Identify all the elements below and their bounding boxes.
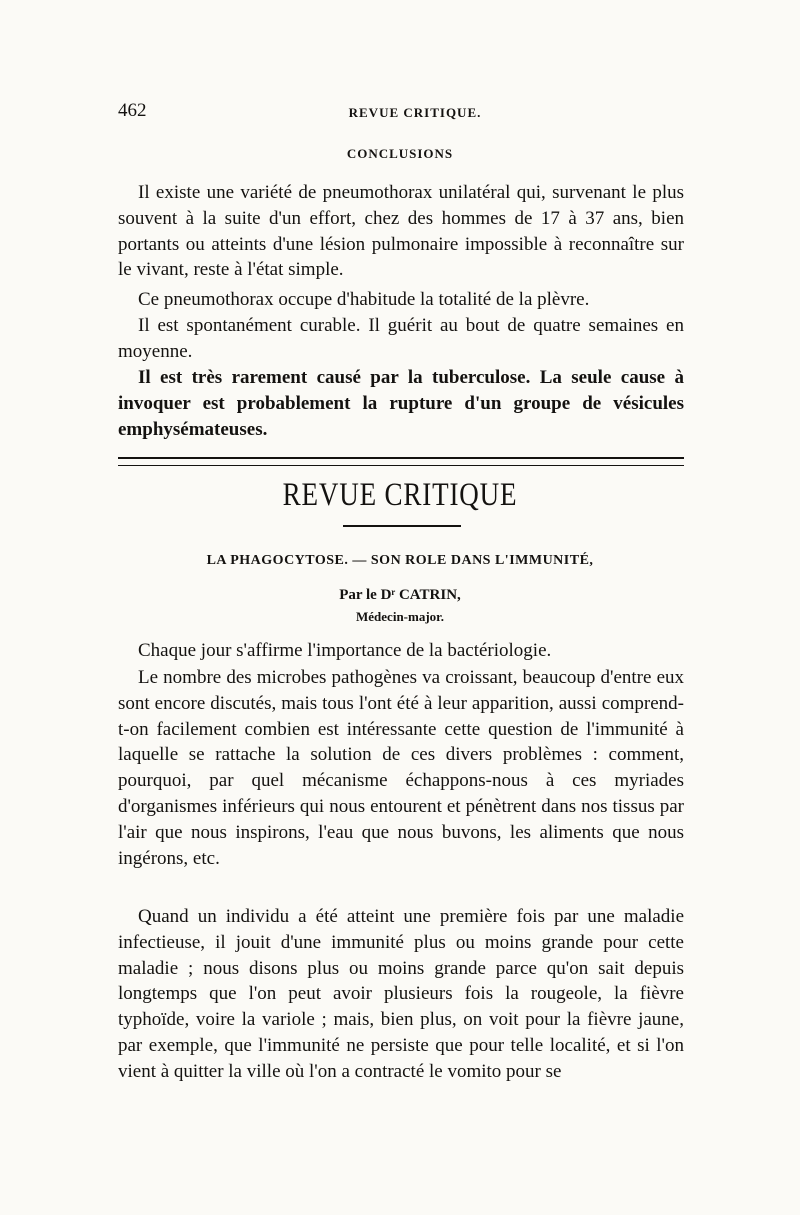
running-head: REVUE CRITIQUE. bbox=[348, 105, 482, 120]
conclusions-paragraph: Il est spontanément curable. Il guérit au bout de quatre semaines en moyenne. bbox=[118, 315, 684, 362]
conclusions-paragraph: Il existe une variété de pneumothorax unilatéral qui, survenant le plus souvent à la suite d'un effort, chez des hommes de 17 à 37 ans, bien portants ou atteints d'une lésion pulmonaire impossible à reconnaître sur le vivant, reste à l'état simple. bbox=[118, 182, 684, 281]
title-underline bbox=[343, 525, 461, 527]
body-paragraph: Le nombre des microbes pathogènes va croissant, beaucoup d'entre eux sont encore discutés, mais tous l'ont été à leur apparition, aussi comprend-t-on facilement combien est intéressante cette question de l'immunité à laquelle se rattache la solution de ces divers problèmes : comment, pourquoi, par quel mécanisme échappons-nous à ces myriades d'organismes inférieurs qui nous entourent et pénètrent dans nos tissus par l'air que nous inspirons, l'eau que nous buvons, les aliments que nous ingérons, etc. bbox=[118, 667, 684, 869]
conclusions-paragraph: Ce pneumothorax occupe d'habitude la totalité de la plèvre. bbox=[138, 289, 590, 310]
article-author: Par le Dʳ CATRIN, bbox=[339, 587, 461, 603]
body-paragraph: Chaque jour s'affirme l'importance de la bactériologie. bbox=[138, 640, 552, 661]
page-number: 462 bbox=[118, 100, 147, 121]
conclusions-paragraph: Il est très rarement causé par la tuberculose. La seule cause à invoquer est probablement la rupture d'un groupe de vésicules emphysémateuses. bbox=[118, 367, 684, 440]
article-title: REVUE CRITIQUE bbox=[282, 477, 518, 513]
conclusions-heading: CONCLUSIONS bbox=[346, 146, 454, 161]
page-header bbox=[118, 100, 682, 128]
article-subtitle: LA PHAGOCYTOSE. — SON ROLE DANS L'IMMUNITÉ, bbox=[206, 553, 594, 568]
author-role: Médecin-major. bbox=[356, 609, 444, 624]
section-divider bbox=[118, 457, 684, 466]
body-paragraph: Quand un individu a été atteint une première fois par une maladie infectieuse, il jouit d'une immunité plus ou moins grande pour cette maladie ; nous disons plus ou moins grande parce qu'on sait depuis longtemps que l'on peut avoir plusieurs fois la rougeole, la fièvre typhoïde, voire la variole ; mais, bien plus, on voit pour la fièvre jaune, par exemple, que l'immunité ne persiste que pour telle localité, et si l'on vient à quitter la ville où l'on a contracté le vomito pour se bbox=[118, 906, 684, 1082]
